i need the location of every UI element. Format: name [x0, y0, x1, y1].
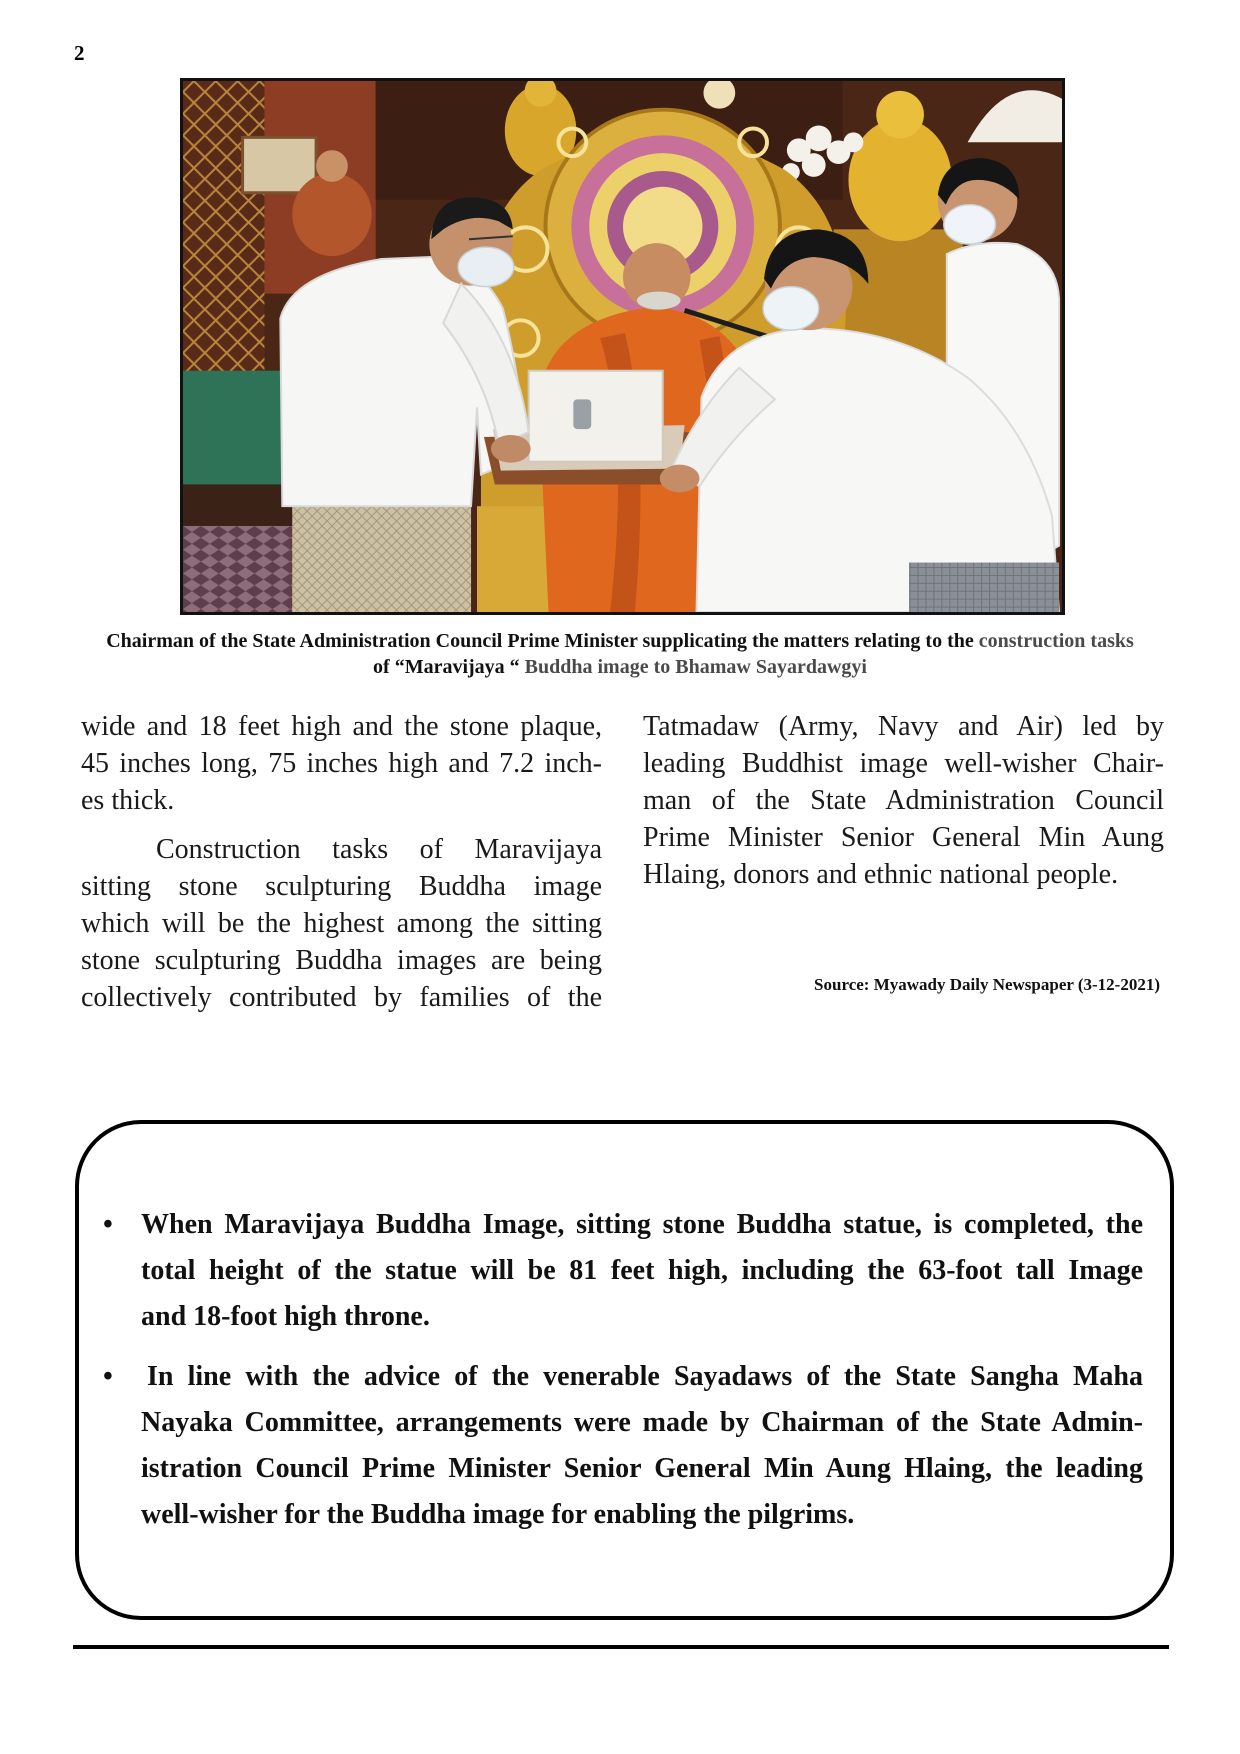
bullet-icon: • — [103, 1209, 113, 1240]
paragraph — [81, 708, 602, 819]
news-photo — [180, 78, 1065, 615]
text-line: When Maravijaya Buddha Image, sitting stone Buddha statue, is completed, the — [141, 1209, 1143, 1240]
background-monk-head — [316, 150, 348, 182]
text-line: istration Council Prime Minister Senior General Min Aung Hlaing, the leading — [141, 1453, 1143, 1484]
text-line: which will be the highest among the sitting — [81, 908, 602, 939]
text-line: man of the State Administration Council — [643, 785, 1164, 816]
page-number: 2 — [74, 41, 85, 65]
lattice-panel — [183, 81, 264, 378]
text-line: total height of the statue will be 81 feet high, including the 63-foot tall Image — [141, 1255, 1143, 1286]
article-right-column — [643, 708, 1164, 893]
green-carpet — [183, 371, 294, 485]
bullet-icon: • — [103, 1361, 113, 1392]
photo-caption — [0, 628, 1240, 680]
silver-relic — [573, 399, 591, 429]
article-left-column — [81, 708, 602, 1016]
photo-scene — [183, 81, 1062, 612]
caption-line-2-main: of “Maravijaya “ — [373, 656, 520, 678]
text-line: stone sculpturing Buddha images are being — [81, 945, 602, 976]
text-line: es thick. — [81, 785, 175, 816]
text-line: collectively contributed by families of the — [81, 982, 602, 1013]
text-line: sitting stone sculpturing Buddha image — [81, 871, 602, 902]
gold-buddha-right-head — [876, 91, 924, 138]
left-man-hand — [491, 435, 531, 463]
background-monk-figure — [292, 173, 371, 256]
caption-line-1-main: Chairman of the State Administration Council Prime Minister supplicating the matters relating to the — [106, 630, 974, 652]
bottom-rule — [73, 1645, 1169, 1649]
text-line: Tatmadaw (Army, Navy and Air) led by — [643, 711, 1164, 742]
text-line: leading Buddhist image well-wisher Chair- — [643, 748, 1164, 779]
highlight-bullet-list — [100, 1202, 1143, 1538]
text-line: In line with the advice of the venerable Sayadaws of the State Sangha Maha — [147, 1361, 1143, 1392]
paragraph — [643, 708, 1164, 893]
text-line: Hlaing, donors and ethnic national people. — [643, 859, 1119, 890]
text-line: wide and 18 feet high and the stone plaque, — [81, 711, 602, 742]
source-credit: Source: Myawady Daily Newspaper (3-12-2021) — [814, 975, 1160, 994]
caption-line-2 — [0, 654, 1240, 680]
caption-line-1-muted: construction tasks — [978, 630, 1134, 652]
text-line: well-wisher for the Buddha image for enabling the pilgrims. — [141, 1499, 855, 1530]
text-line: Prime Minister Senior General Min Aung — [643, 822, 1164, 853]
paragraph — [81, 831, 602, 1016]
caption-line-2-muted: Buddha image to Bhamaw Sayardawgyi — [524, 656, 867, 678]
bullet-item — [100, 1354, 1143, 1538]
right-man-hand — [660, 465, 700, 493]
text-line: 45 inches long, 75 inches high and 7.2 inch- — [81, 748, 602, 779]
text-line: Nayaka Committee, arrangements were made by Chairman of the State Admin- — [141, 1407, 1143, 1438]
text-line: Construction tasks of Maravijaya — [156, 834, 602, 865]
text-line: and 18-foot high throne. — [141, 1301, 430, 1332]
caption-line-1 — [0, 628, 1240, 654]
bullet-item — [100, 1202, 1143, 1340]
